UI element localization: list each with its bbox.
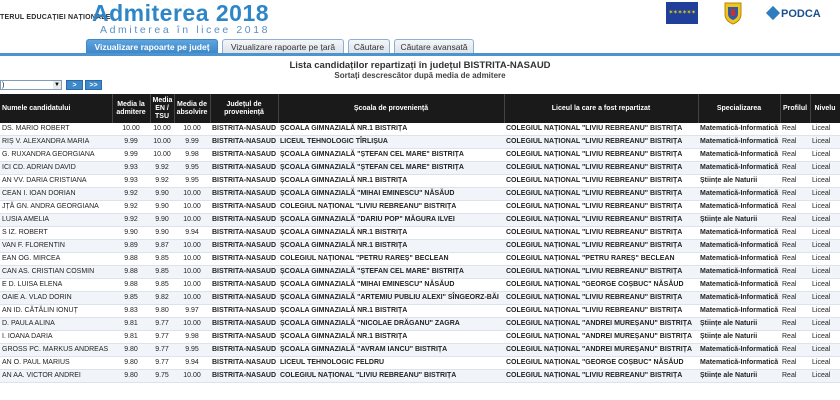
cell-name: LUSIA AMELIA: [0, 214, 112, 227]
cell-liceu[interactable]: COLEGIUL NAȚIONAL "LIVIU REBREANU" BISTRIȚA: [504, 175, 698, 188]
table-row: [0, 318, 840, 331]
cell-name: JȚĂ GN. ANDRA GEORGIANA: [0, 201, 112, 214]
cell-specializare[interactable]: Științe ale Naturii: [698, 214, 780, 227]
cell-specializare[interactable]: Matematică-Informatică: [698, 357, 780, 370]
cell-profil: Real: [780, 292, 810, 305]
cell-profil: Real: [780, 123, 810, 136]
cell-media-absolvire: 9.97: [174, 305, 210, 318]
cell-liceu[interactable]: COLEGIUL NAȚIONAL "ANDREI MUREȘANU" BISTRIȚA: [504, 344, 698, 357]
cell-media-en: 9.92: [150, 162, 174, 175]
cell-media-en: 9.82: [150, 292, 174, 305]
cell-judet[interactable]: BISTRITA-NASAUD: [210, 266, 278, 279]
cell-media-admitere: 9.88: [112, 279, 150, 292]
cell-nivel: Liceal: [810, 357, 840, 370]
government-crest-icon: [722, 1, 744, 25]
cell-scoala[interactable]: COLEGIUL NAȚIONAL "LIVIU REBREANU" BISTRIȚA: [278, 201, 504, 214]
cell-name: AN AA. VICTOR ANDREI: [0, 370, 112, 383]
next-page-button[interactable]: >: [66, 80, 83, 90]
cell-judet[interactable]: BISTRITA-NASAUD: [210, 123, 278, 136]
cell-media-en: 9.85: [150, 253, 174, 266]
cell-name: GROSS PC. MARKUS ANDREAS: [0, 344, 112, 357]
cell-name: I. IOANA DARIA: [0, 331, 112, 344]
cell-scoala[interactable]: ȘCOALA GIMNAZIALĂ "NICOLAE DRĂGANU" ZAGRA: [278, 318, 504, 331]
table-row: [0, 279, 840, 292]
cell-scoala[interactable]: ȘCOALA GIMNAZIALĂ NR.1 BISTRIȚA: [278, 123, 504, 136]
cell-scoala[interactable]: ȘCOALA GIMNAZIALĂ NR.1 BISTRIȚA: [278, 175, 504, 188]
cell-media-admitere: 9.88: [112, 253, 150, 266]
cell-name: S IZ. ROBERT: [0, 227, 112, 240]
cell-judet[interactable]: BISTRITA-NASAUD: [210, 292, 278, 305]
cell-liceu[interactable]: COLEGIUL NAȚIONAL "ANDREI MUREȘANU" BISTRIȚA: [504, 331, 698, 344]
table-row: [0, 253, 840, 266]
cell-media-absolvire: 10.00: [174, 279, 210, 292]
table-row: [0, 331, 840, 344]
cell-specializare[interactable]: Matematică-Informatică: [698, 266, 780, 279]
chevron-down-icon: ▼: [54, 82, 60, 88]
cell-nivel: Liceal: [810, 214, 840, 227]
cell-media-admitere: 9.99: [112, 136, 150, 149]
cell-profil: Real: [780, 188, 810, 201]
table-row: [0, 292, 840, 305]
tab-cautare[interactable]: Căutare: [348, 39, 390, 53]
cell-scoala[interactable]: ȘCOALA GIMNAZIALĂ "MIHAI EMINESCU" NĂSĂUD: [278, 279, 504, 292]
cell-nivel: Liceal: [810, 305, 840, 318]
cell-media-en: 9.80: [150, 305, 174, 318]
cell-media-absolvire: 10.00: [174, 123, 210, 136]
table-row: [0, 214, 840, 227]
cell-judet[interactable]: BISTRITA-NASAUD: [210, 357, 278, 370]
cell-nivel: Liceal: [810, 201, 840, 214]
table-row: [0, 240, 840, 253]
cell-media-en: 9.90: [150, 188, 174, 201]
cell-media-en: 9.85: [150, 266, 174, 279]
cell-specializare[interactable]: Matematică-Informatică: [698, 305, 780, 318]
cell-liceu[interactable]: COLEGIUL NAȚIONAL "LIVIU REBREANU" BISTRIȚA: [504, 201, 698, 214]
cell-scoala[interactable]: LICEUL TEHNOLOGIC TÎRLIȘUA: [278, 136, 504, 149]
cell-media-en: 9.77: [150, 357, 174, 370]
cell-judet[interactable]: BISTRITA-NASAUD: [210, 370, 278, 383]
cell-name: G. RUXANDRA GEORGIANA: [0, 149, 112, 162]
cell-media-en: 9.92: [150, 175, 174, 188]
cell-media-admitere: 9.81: [112, 318, 150, 331]
cell-media-absolvire: 9.98: [174, 331, 210, 344]
page-select[interactable]: [0, 80, 62, 90]
cell-specializare[interactable]: Matematică-Informatică: [698, 227, 780, 240]
table-row: [0, 266, 840, 279]
table-row: [0, 370, 840, 383]
cell-media-en: 9.77: [150, 344, 174, 357]
col-header-name[interactable]: Numele candidatului: [0, 94, 112, 123]
cell-profil: Real: [780, 175, 810, 188]
cell-liceu[interactable]: COLEGIUL NAȚIONAL "LIVIU REBREANU" BISTRIȚA: [504, 370, 698, 383]
table-header-row: [0, 94, 840, 123]
cell-specializare[interactable]: Matematică-Informatică: [698, 240, 780, 253]
cell-media-en: 10.00: [150, 136, 174, 149]
cell-profil: Real: [780, 253, 810, 266]
cell-media-admitere: 9.89: [112, 240, 150, 253]
cell-nivel: Liceal: [810, 370, 840, 383]
cell-judet[interactable]: BISTRITA-NASAUD: [210, 227, 278, 240]
site-subtitle: Admiterea în licee 2018: [100, 24, 271, 36]
cell-profil: Real: [780, 240, 810, 253]
cell-media-absolvire: 10.00: [174, 214, 210, 227]
cell-name: AN ID. CĂTĂLIN IONUȚ: [0, 305, 112, 318]
cell-liceu[interactable]: COLEGIUL NAȚIONAL "LIVIU REBREANU" BISTRIȚA: [504, 227, 698, 240]
cell-scoala[interactable]: ȘCOALA GIMNAZIALĂ NR.1 BISTRIȚA: [278, 331, 504, 344]
cell-liceu[interactable]: COLEGIUL NAȚIONAL "LIVIU REBREANU" BISTRIȚA: [504, 149, 698, 162]
col-header-spec[interactable]: Specializarea: [698, 94, 780, 123]
page-title: Lista candidaților repartizați în județul BISTRITA-NASAUD: [289, 60, 551, 71]
cell-media-admitere: 9.80: [112, 344, 150, 357]
cell-judet[interactable]: BISTRITA-NASAUD: [210, 279, 278, 292]
cell-scoala[interactable]: COLEGIUL NAȚIONAL "PETRU RAREȘ" BECLEAN: [278, 253, 504, 266]
table-row: [0, 123, 840, 136]
cell-scoala[interactable]: LICEUL TEHNOLOGIC FELDRU: [278, 357, 504, 370]
cell-media-admitere: 9.85: [112, 292, 150, 305]
cell-judet[interactable]: BISTRITA-NASAUD: [210, 162, 278, 175]
cell-judet[interactable]: BISTRITA-NASAUD: [210, 253, 278, 266]
cell-media-admitere: 9.83: [112, 305, 150, 318]
col-header-scoala[interactable]: Școala de proveniență: [278, 94, 504, 123]
cell-media-en: 9.90: [150, 227, 174, 240]
last-page-button[interactable]: >>: [85, 80, 102, 90]
cell-liceu[interactable]: COLEGIUL NAȚIONAL "LIVIU REBREANU" BISTRIȚA: [504, 266, 698, 279]
cell-media-absolvire: 9.94: [174, 357, 210, 370]
cell-judet[interactable]: BISTRITA-NASAUD: [210, 214, 278, 227]
tab-tara[interactable]: Vizualizare rapoarte pe țară: [222, 39, 344, 53]
cell-name: D. PAULA ALINA: [0, 318, 112, 331]
cell-media-en: 9.87: [150, 240, 174, 253]
table-row: [0, 357, 840, 370]
cell-nivel: Liceal: [810, 266, 840, 279]
cell-liceu[interactable]: COLEGIUL NAȚIONAL "LIVIU REBREANU" BISTRIȚA: [504, 240, 698, 253]
cell-media-admitere: 9.81: [112, 331, 150, 344]
cell-judet[interactable]: BISTRITA-NASAUD: [210, 175, 278, 188]
cell-profil: Real: [780, 136, 810, 149]
cell-nivel: Liceal: [810, 123, 840, 136]
cell-judet[interactable]: BISTRITA-NASAUD: [210, 201, 278, 214]
cell-profil: Real: [780, 227, 810, 240]
cell-judet[interactable]: BISTRITA-NASAUD: [210, 136, 278, 149]
cell-media-en: 10.00: [150, 149, 174, 162]
cell-name: DS. MARIO ROBERT: [0, 123, 112, 136]
cell-name: AN O. PAUL MARIUS: [0, 357, 112, 370]
cell-liceu[interactable]: COLEGIUL NAȚIONAL "ANDREI MUREȘANU" BISTRIȚA: [504, 318, 698, 331]
cell-media-absolvire: 9.95: [174, 175, 210, 188]
podca-logo: [768, 8, 821, 20]
cell-judet[interactable]: BISTRITA-NASAUD: [210, 318, 278, 331]
col-header-adm[interactable]: Media la admitere: [112, 94, 150, 123]
table-row: [0, 227, 840, 240]
col-header-judet[interactable]: Județul de proveniență: [210, 94, 278, 123]
cell-name: EAN OG. MIRCEA: [0, 253, 112, 266]
page-subtitle: Sortați descrescător după media de admitere: [334, 71, 506, 80]
cell-liceu[interactable]: COLEGIUL NAȚIONAL "LIVIU REBREANU" BISTRIȚA: [504, 292, 698, 305]
cell-media-admitere: 9.90: [112, 227, 150, 240]
cell-scoala[interactable]: ȘCOALA GIMNAZIALĂ "DARIU POP" MĂGURA ILVEI: [278, 214, 504, 227]
cell-judet[interactable]: BISTRITA-NASAUD: [210, 331, 278, 344]
cell-name: E D. LUISA ELENA: [0, 279, 112, 292]
cell-media-en: 9.77: [150, 318, 174, 331]
cell-scoala[interactable]: ȘCOALA GIMNAZIALĂ "ȘTEFAN CEL MARE" BISTRIȚA: [278, 149, 504, 162]
cell-judet[interactable]: BISTRITA-NASAUD: [210, 188, 278, 201]
cell-media-absolvire: 10.00: [174, 370, 210, 383]
cell-profil: Real: [780, 344, 810, 357]
cell-name: AN VV. DARIA CRISTIANA: [0, 175, 112, 188]
cell-media-en: 9.77: [150, 331, 174, 344]
cell-specializare[interactable]: Matematică-Informatică: [698, 292, 780, 305]
cell-scoala[interactable]: ȘCOALA GIMNAZIALĂ NR.1 BISTRIȚA: [278, 305, 504, 318]
cell-media-admitere: 9.80: [112, 370, 150, 383]
cell-name: VAN F. FLORENTIN: [0, 240, 112, 253]
cell-liceu[interactable]: COLEGIUL NAȚIONAL "LIVIU REBREANU" BISTRIȚA: [504, 305, 698, 318]
table-row: [0, 175, 840, 188]
cell-liceu[interactable]: COLEGIUL NAȚIONAL "LIVIU REBREANU" BISTRIȚA: [504, 123, 698, 136]
tab-judet[interactable]: Vizualizare rapoarte pe județ: [86, 39, 218, 53]
cell-scoala[interactable]: ȘCOALA GIMNAZIALĂ "ȘTEFAN CEL MARE" BISTRIȚA: [278, 162, 504, 175]
table-row: [0, 201, 840, 214]
cell-profil: Real: [780, 201, 810, 214]
cell-media-en: 10.00: [150, 123, 174, 136]
site-header: [0, 0, 840, 38]
cell-specializare[interactable]: Matematică-Informatică: [698, 279, 780, 292]
cell-specializare[interactable]: Matematică-Informatică: [698, 344, 780, 357]
cell-liceu[interactable]: COLEGIUL NAȚIONAL "LIVIU REBREANU" BISTRIȚA: [504, 214, 698, 227]
cell-media-admitere: 9.80: [112, 357, 150, 370]
cell-nivel: Liceal: [810, 227, 840, 240]
cell-media-admitere: 9.92: [112, 214, 150, 227]
cell-scoala[interactable]: COLEGIUL NAȚIONAL "LIVIU REBREANU" BISTRIȚA: [278, 370, 504, 383]
cell-profil: Real: [780, 305, 810, 318]
tab-cautare-avansata[interactable]: Căutare avansată: [394, 39, 474, 53]
cell-scoala[interactable]: ȘCOALA GIMNAZIALĂ "MIHAI EMINESCU" NĂSĂUD: [278, 188, 504, 201]
cell-nivel: Liceal: [810, 188, 840, 201]
cell-specializare[interactable]: Matematică-Informatică: [698, 253, 780, 266]
cell-specializare[interactable]: Matematică-Informatică: [698, 201, 780, 214]
cell-media-admitere: 9.92: [112, 201, 150, 214]
cell-media-admitere: 9.99: [112, 149, 150, 162]
site-title[interactable]: Admiterea 2018: [92, 0, 270, 26]
cell-scoala[interactable]: ȘCOALA GIMNAZIALĂ NR.1 BISTRIȚA: [278, 240, 504, 253]
cell-liceu[interactable]: COLEGIUL NAȚIONAL "LIVIU REBREANU" BISTRIȚA: [504, 136, 698, 149]
cell-media-admitere: 9.92: [112, 188, 150, 201]
table-row: [0, 344, 840, 357]
cell-media-absolvire: 9.95: [174, 162, 210, 175]
cell-media-absolvire: 10.00: [174, 240, 210, 253]
cell-media-absolvire: 10.00: [174, 292, 210, 305]
cell-media-absolvire: 9.94: [174, 227, 210, 240]
podca-mark-icon: [766, 6, 780, 20]
cell-profil: Real: [780, 149, 810, 162]
cell-profil: Real: [780, 370, 810, 383]
cell-specializare[interactable]: Matematică-Informatică: [698, 162, 780, 175]
cell-judet[interactable]: BISTRITA-NASAUD: [210, 344, 278, 357]
cell-name: OAIE A. VLAD DORIN: [0, 292, 112, 305]
cell-media-absolvire: 9.99: [174, 136, 210, 149]
cell-profil: Real: [780, 162, 810, 175]
podca-label: PODCA: [781, 8, 821, 20]
cell-liceu[interactable]: COLEGIUL NAȚIONAL "GEORGE COȘBUC" NĂSĂUD: [504, 357, 698, 370]
cell-media-absolvire: 9.95: [174, 344, 210, 357]
eu-flag-icon: ✶✶✶✶✶✶: [666, 2, 698, 24]
cell-scoala[interactable]: ȘCOALA GIMNAZIALĂ "ARTEMIU PUBLIU ALEXI" SÎNGEORZ-BĂI: [278, 292, 504, 305]
cell-liceu[interactable]: COLEGIUL NAȚIONAL "LIVIU REBREANU" BISTRIȚA: [504, 162, 698, 175]
cell-judet[interactable]: BISTRITA-NASAUD: [210, 149, 278, 162]
ministry-label: TERUL EDUCAȚIEI NAȚIONALE: [0, 14, 111, 21]
cell-specializare[interactable]: Matematică-Informatică: [698, 188, 780, 201]
cell-specializare[interactable]: Științe ale Naturii: [698, 175, 780, 188]
cell-name: RIȘ V. ALEXANDRA MARIA: [0, 136, 112, 149]
table-row: [0, 305, 840, 318]
cell-media-en: 9.90: [150, 201, 174, 214]
cell-nivel: Liceal: [810, 331, 840, 344]
cell-media-admitere: 9.88: [112, 266, 150, 279]
cell-scoala[interactable]: ȘCOALA GIMNAZIALĂ "AVRAM IANCU" BISTRIȚA: [278, 344, 504, 357]
cell-media-admitere: 9.93: [112, 175, 150, 188]
cell-profil: Real: [780, 279, 810, 292]
cell-nivel: Liceal: [810, 292, 840, 305]
cell-specializare[interactable]: Științe ale Naturii: [698, 370, 780, 383]
table-row: [0, 188, 840, 201]
cell-media-en: 9.90: [150, 214, 174, 227]
cell-specializare[interactable]: Matematică-Informatică: [698, 136, 780, 149]
col-header-profil[interactable]: Profilul: [780, 94, 810, 123]
cell-media-admitere: 9.93: [112, 162, 150, 175]
cell-media-absolvire: 10.00: [174, 188, 210, 201]
cell-nivel: Liceal: [810, 318, 840, 331]
cell-nivel: Liceal: [810, 344, 840, 357]
cell-scoala[interactable]: ȘCOALA GIMNAZIALĂ "ȘTEFAN CEL MARE" BISTRIȚA: [278, 266, 504, 279]
cell-profil: Real: [780, 266, 810, 279]
cell-profil: Real: [780, 318, 810, 331]
cell-media-absolvire: 10.00: [174, 266, 210, 279]
cell-nivel: Liceal: [810, 253, 840, 266]
cell-media-absolvire: 10.00: [174, 201, 210, 214]
results-table: [0, 94, 840, 383]
cell-nivel: Liceal: [810, 136, 840, 149]
col-header-en[interactable]: Media EN / TSU: [150, 94, 174, 123]
cell-media-admitere: 10.00: [112, 123, 150, 136]
cell-nivel: Liceal: [810, 162, 840, 175]
cell-media-absolvire: 9.98: [174, 149, 210, 162]
cell-liceu[interactable]: COLEGIUL NAȚIONAL "PETRU RAREȘ" BECLEAN: [504, 253, 698, 266]
col-header-nivel[interactable]: Nivelu: [810, 94, 840, 123]
cell-specializare[interactable]: Matematică-Informatică: [698, 149, 780, 162]
cell-media-en: 9.75: [150, 370, 174, 383]
cell-nivel: Liceal: [810, 149, 840, 162]
cell-name: CEAN I. IOAN DORIAN: [0, 188, 112, 201]
page-select-value: ): [2, 82, 5, 89]
cell-specializare[interactable]: Științe ale Naturii: [698, 318, 780, 331]
cell-profil: Real: [780, 331, 810, 344]
cell-scoala[interactable]: ȘCOALA GIMNAZIALĂ NR.1 BISTRIȚA: [278, 227, 504, 240]
cell-specializare[interactable]: Științe ale Naturii: [698, 331, 780, 344]
cell-name: CAN AS. CRISTIAN COSMIN: [0, 266, 112, 279]
cell-nivel: Liceal: [810, 240, 840, 253]
table-row: [0, 136, 840, 149]
tab-bar: [0, 38, 840, 56]
cell-nivel: Liceal: [810, 175, 840, 188]
cell-liceu[interactable]: COLEGIUL NAȚIONAL "GEORGE COȘBUC" NĂSĂUD: [504, 279, 698, 292]
cell-liceu[interactable]: COLEGIUL NAȚIONAL "LIVIU REBREANU" BISTRIȚA: [504, 188, 698, 201]
cell-judet[interactable]: BISTRITA-NASAUD: [210, 240, 278, 253]
cell-media-en: 9.85: [150, 279, 174, 292]
cell-media-absolvire: 10.00: [174, 253, 210, 266]
cell-judet[interactable]: BISTRITA-NASAUD: [210, 305, 278, 318]
cell-profil: Real: [780, 357, 810, 370]
cell-nivel: Liceal: [810, 279, 840, 292]
table-row: [0, 162, 840, 175]
table-row: [0, 149, 840, 162]
cell-media-absolvire: 10.00: [174, 318, 210, 331]
col-header-liceu[interactable]: Liceul la care a fost repartizat: [504, 94, 698, 123]
cell-name: ICI CD. ADRIAN DAVID: [0, 162, 112, 175]
col-header-abs[interactable]: Media de absolvire: [174, 94, 210, 123]
cell-specializare[interactable]: Matematică-Informatică: [698, 123, 780, 136]
cell-profil: Real: [780, 214, 810, 227]
